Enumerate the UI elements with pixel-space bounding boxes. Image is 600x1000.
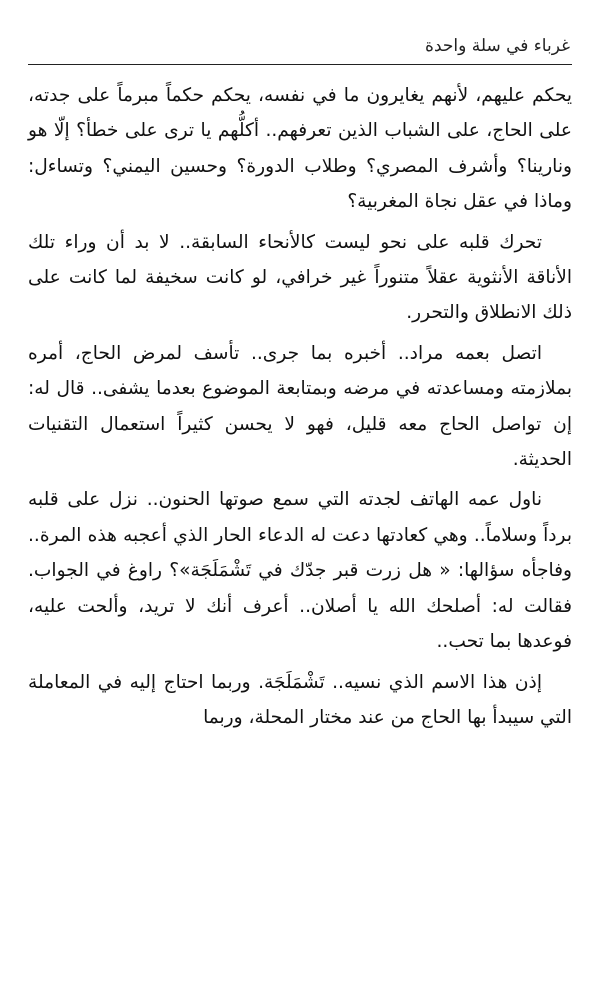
running-header: غرباء في سلة واحدة xyxy=(28,28,572,65)
paragraph-3: اتصل بعمه مراد.. أخبره بما جرى.. تأسف لمرض الحاج، أمره بملازمته ومساعدته في مرضه وبمتابعة الموضوع بعدما يشفى.. قال له: إن تواصل الحاج معه قليل، فهو لا يحسن كثيراً استعمال التقنيات الحديثة. xyxy=(28,342,572,471)
paragraph-2: تحرك قلبه على نحو ليست كالأنحاء السابقة.. لا بد أن وراء تلك الأناقة الأنثوية عقلاً متنوراً غير خرافي، لو كانت سخيفة لما كانت على ذلك الانطلاق والتحرر. xyxy=(28,231,572,324)
paragraph-5: إذن هذا الاسم الذي نسيه.. تَشْمَلَجَة. وربما احتاج إليه في المعاملة التي سيبدأ بها الحاج من عند مختار المحلة، وربما xyxy=(28,671,572,728)
body-text xyxy=(28,78,572,735)
paragraph-1: يحكم عليهم، لأنهم يغايرون ما في نفسه، يحكم حكماً مبرماً على جدته، على الحاج، على الشباب الذين تعرفهم.. أكلُّهم يا ترى على خطأ؟ إلّا هو ونارينا؟ وأشرف المصري؟ وطلاب الدورة؟ وحسين اليمني؟ وتساءل: وماذا في عقل نجاة المغربية؟ xyxy=(28,85,572,213)
book-page xyxy=(28,28,572,983)
paragraph-4: ناول عمه الهاتف لجدته التي سمع صوتها الحنون.. نزل على قلبه برداً وسلاماً.. وهي كعادتها دعت له الدعاء الحار الذي أعجبه هذه المرة.. وفاجأه سؤالها: « هل زرت قبر جدّك في تَشْمَلَجَة»؟ راوغ في الجواب. فقالت له: أصلحك الله يا أصلان.. أعرف أنك لا تريد، وألحت عليه، فوعدها بما تحب.. xyxy=(28,489,572,653)
